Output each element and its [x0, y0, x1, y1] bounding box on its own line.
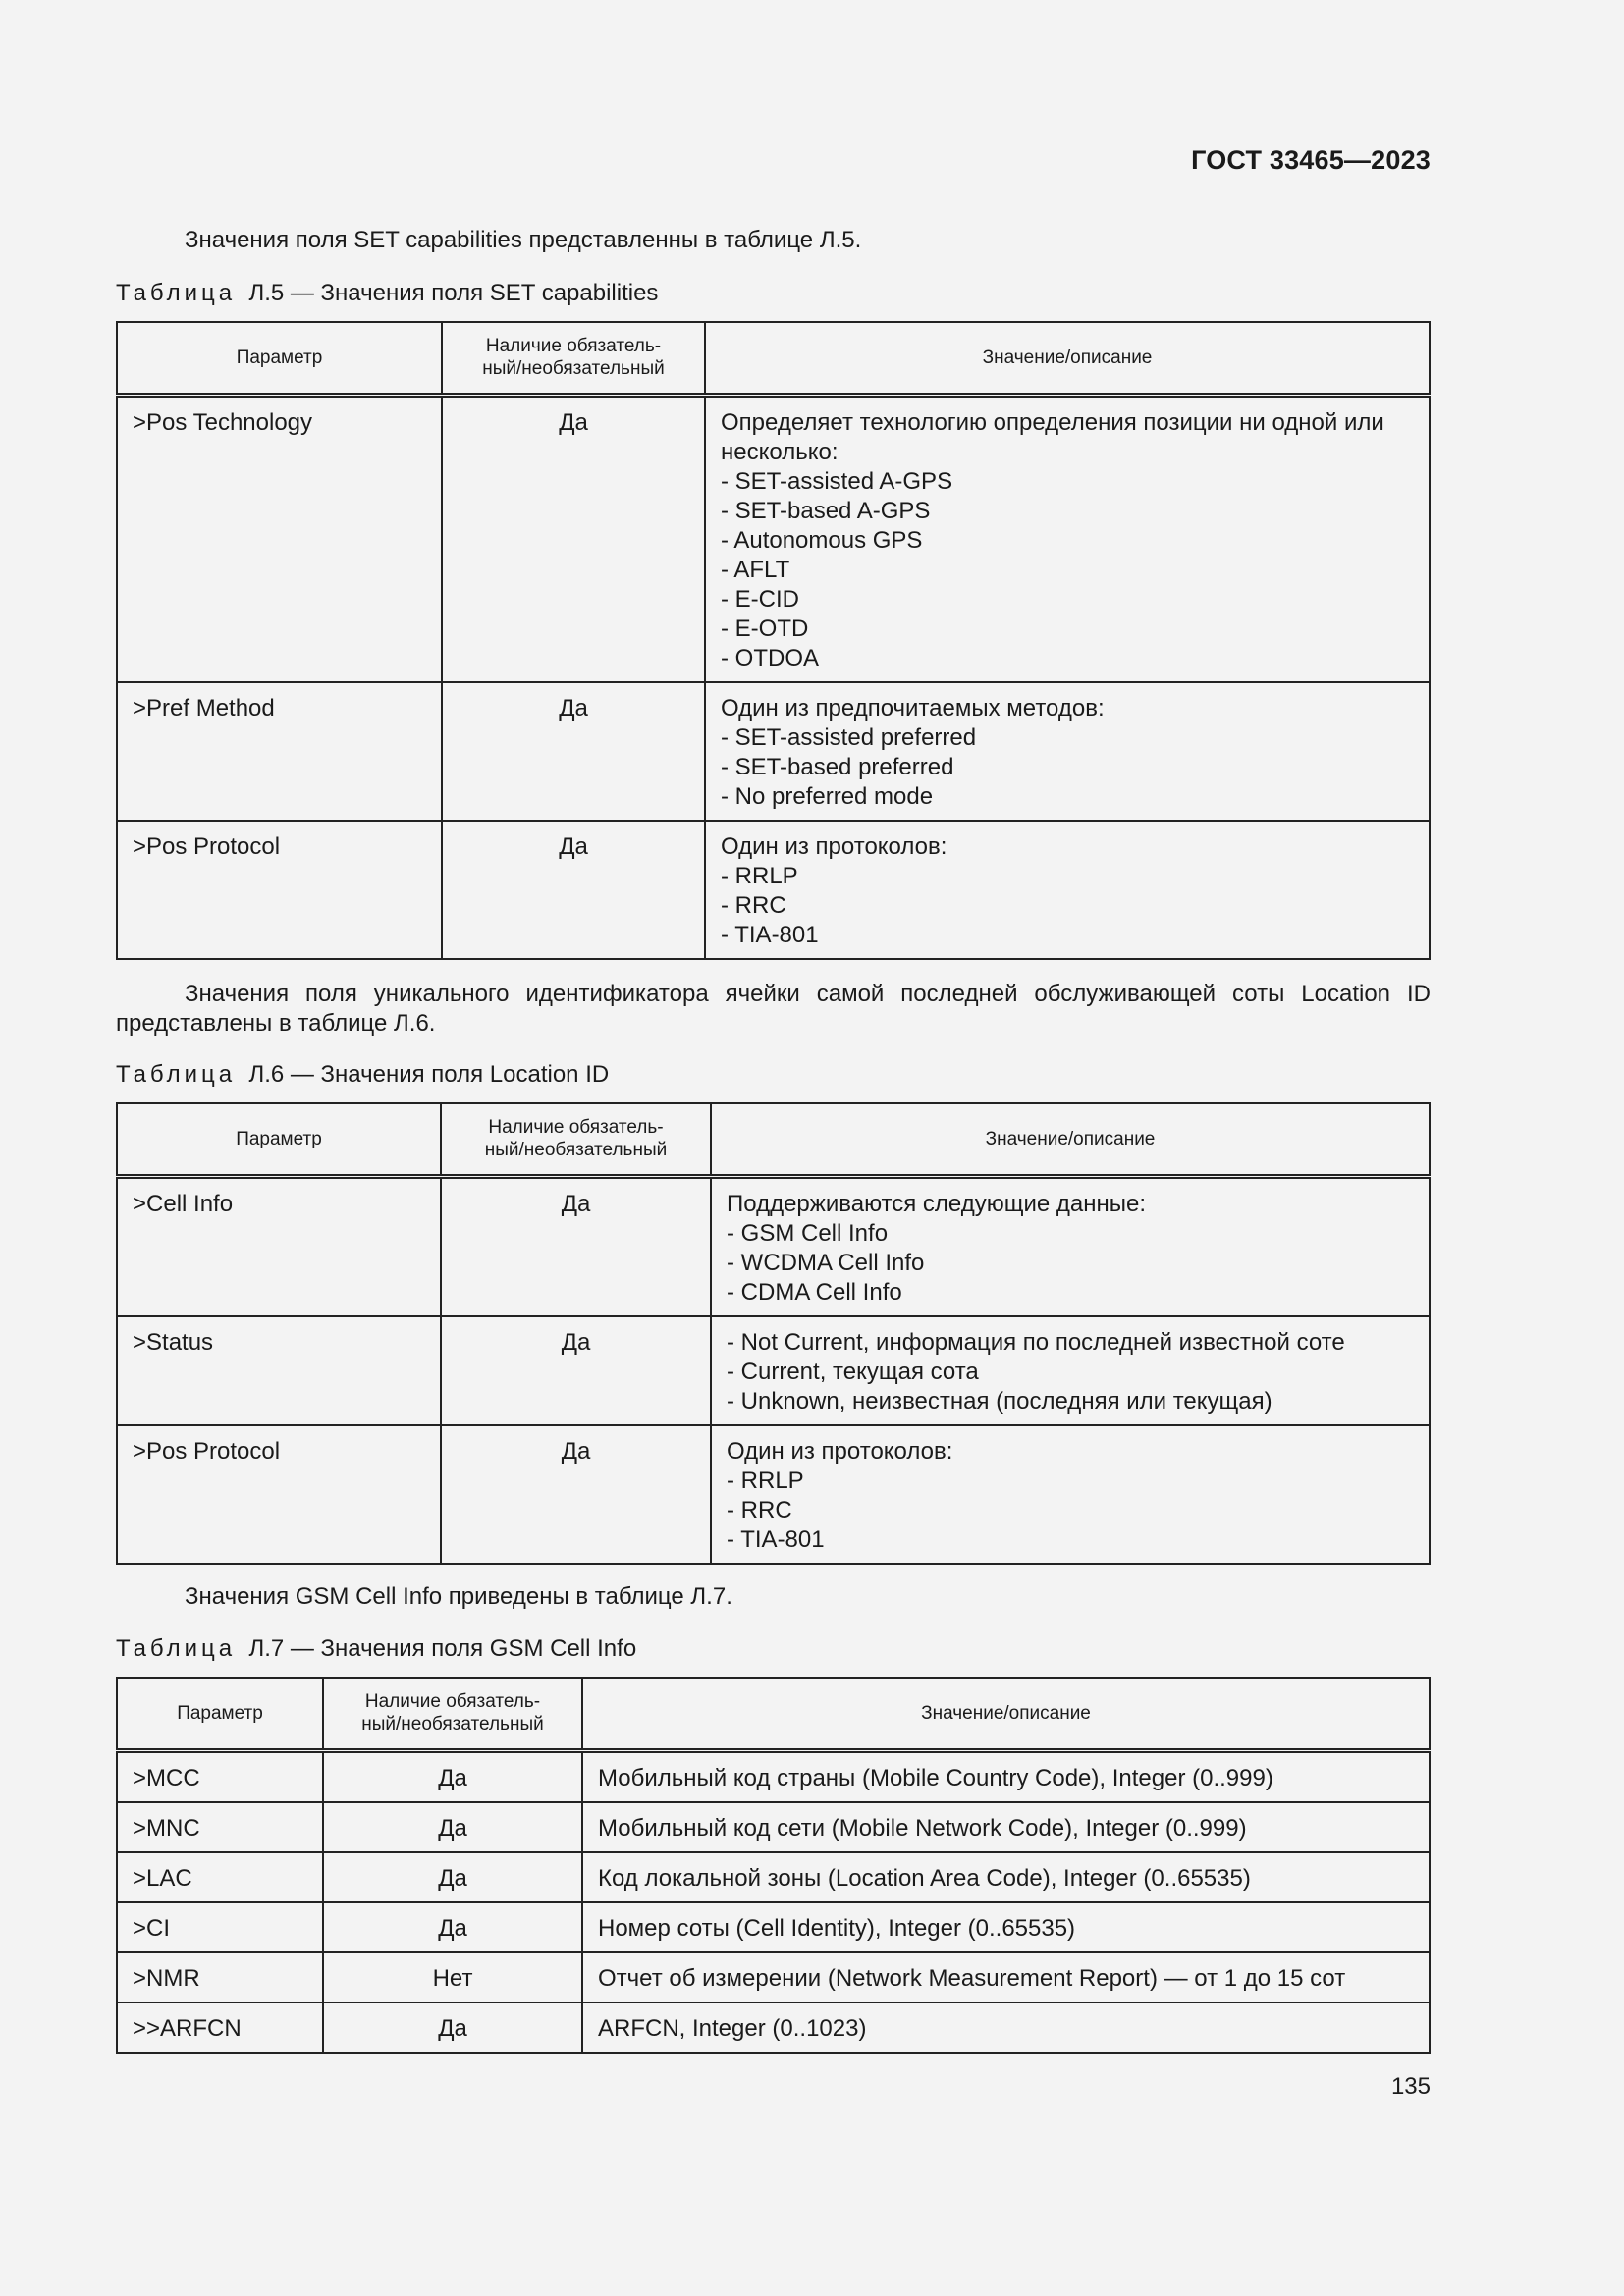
parameter-cell: >Pos Protocol: [117, 1425, 441, 1564]
table-5-caption-title: Л.5 — Значения поля SET capabilities: [248, 280, 659, 306]
table-row: [117, 395, 1430, 682]
intro-paragraph-3-text: Значения GSM Cell Info приведены в таблице Л.7.: [185, 1583, 732, 1610]
description-line: - Current, текущая сота: [727, 1358, 979, 1385]
description-cell: Мобильный код страны (Mobile Country Code), Integer (0..999): [582, 1750, 1430, 1802]
description-line: - WCDMA Cell Info: [727, 1249, 925, 1276]
table-row: [117, 1176, 1430, 1316]
description-line: Определяет технологию определения позиции ни одной или: [721, 408, 1384, 436]
description-cell: [711, 1316, 1430, 1425]
description-line: Один из протоколов:: [727, 1437, 953, 1465]
mandatory-cell: Да: [442, 682, 705, 821]
intro-paragraph-2: [116, 980, 1431, 1039]
column-header-mandatory: [441, 1103, 711, 1176]
column-header-mandatory-line-1: Наличие обязатель-: [488, 1117, 664, 1139]
table-5-header-row: [117, 322, 1430, 395]
parameter-cell: >LAC: [117, 1852, 323, 1902]
mandatory-cell: Да: [442, 821, 705, 959]
document-standard-id: ГОСТ 33465—2023: [1191, 145, 1431, 175]
description-line: Один из протоколов:: [721, 832, 947, 860]
page-number: 135: [1390, 2073, 1431, 2100]
description-cell: Код локальной зоны (Location Area Code), Integer (0..65535): [582, 1852, 1430, 1902]
description-line: - SET-based A-GPS: [721, 497, 931, 524]
description-line: - AFLT: [721, 556, 790, 583]
column-header-parameter: Параметр: [117, 1103, 441, 1176]
parameter-cell: >>ARFCN: [117, 2002, 323, 2053]
parameter-cell: >MNC: [117, 1802, 323, 1852]
table-6-caption: [116, 1060, 609, 1090]
table-5-caption-prefix: Таблица: [116, 280, 237, 306]
description-line: - E-CID: [721, 585, 799, 613]
table-7-caption-prefix: Таблица: [116, 1635, 237, 1662]
description-line: - E-OTD: [721, 614, 809, 642]
parameter-cell: >Cell Info: [117, 1176, 441, 1316]
table-row: [117, 1425, 1430, 1564]
table-row: [117, 1902, 1430, 1952]
column-header-mandatory-line-2: ный/необязательный: [361, 1714, 544, 1735]
description-line: - TIA-801: [721, 921, 819, 948]
column-header-description: Значение/описание: [711, 1103, 1430, 1176]
mandatory-cell: Да: [323, 1852, 582, 1902]
description-line: - SET-assisted A-GPS: [721, 467, 953, 495]
mandatory-cell: Да: [323, 1750, 582, 1802]
table-6-header-row: [117, 1103, 1430, 1176]
column-header-mandatory: [442, 322, 705, 395]
description-line: - No preferred mode: [721, 782, 934, 810]
column-header-description: Значение/описание: [582, 1678, 1430, 1750]
description-cell: Мобильный код сети (Mobile Network Code), Integer (0..999): [582, 1802, 1430, 1852]
column-header-parameter: Параметр: [117, 1678, 323, 1750]
column-header-parameter: Параметр: [117, 322, 442, 395]
intro-paragraph-1-text: Значения поля SET capabilities представленны в таблице Л.5.: [185, 227, 862, 253]
description-line: - RRC: [721, 891, 786, 919]
table-row: [117, 1750, 1430, 1802]
intro-paragraph-2-text: Значения поля уникального идентификатора ячейки самой последней обслуживающей соты Location ID представлены в таблице Л.6.: [116, 981, 1431, 1037]
description-line: - Unknown, неизвестная (последняя или текущая): [727, 1387, 1272, 1415]
mandatory-cell: Да: [323, 2002, 582, 2053]
description-line: Один из предпочитаемых методов:: [721, 694, 1105, 721]
table-row: [117, 1802, 1430, 1852]
column-header-description: Значение/описание: [705, 322, 1430, 395]
table-7-header-row: [117, 1678, 1430, 1750]
mandatory-cell: Да: [323, 1802, 582, 1852]
parameter-cell: >MCC: [117, 1750, 323, 1802]
parameter-cell: >Pos Protocol: [117, 821, 442, 959]
mandatory-cell: Да: [441, 1316, 711, 1425]
table-row: [117, 2002, 1430, 2053]
column-header-mandatory-line-1: Наличие обязатель-: [485, 336, 662, 357]
table-7: [116, 1677, 1431, 2054]
description-line: - CDMA Cell Info: [727, 1278, 902, 1306]
description-cell: [705, 821, 1430, 959]
parameter-cell: >Pos Technology: [117, 395, 442, 682]
column-header-mandatory-line-1: Наличие обязатель-: [364, 1691, 541, 1713]
mandatory-cell: Да: [441, 1425, 711, 1564]
column-header-mandatory-line-2: ный/необязательный: [482, 358, 665, 380]
description-line: Поддерживаются следующие данные:: [727, 1190, 1147, 1217]
description-cell: ARFCN, Integer (0..1023): [582, 2002, 1430, 2053]
parameter-cell: >Status: [117, 1316, 441, 1425]
table-7-caption-title: Л.7 — Значения поля GSM Cell Info: [248, 1635, 637, 1662]
column-header-mandatory-line-2: ный/необязательный: [484, 1140, 668, 1161]
table-5: [116, 321, 1431, 960]
parameter-cell: >NMR: [117, 1952, 323, 2002]
description-line: - SET-based preferred: [721, 753, 954, 780]
mandatory-cell: Да: [441, 1176, 711, 1316]
description-cell: Номер соты (Cell Identity), Integer (0..65535): [582, 1902, 1430, 1952]
intro-paragraph-1: [116, 226, 1431, 255]
intro-paragraph-3: [116, 1582, 1431, 1612]
description-cell: [711, 1176, 1430, 1316]
description-line: - RRLP: [721, 862, 798, 889]
description-cell: [711, 1425, 1430, 1564]
parameter-cell: >CI: [117, 1902, 323, 1952]
description-line: несколько:: [721, 438, 839, 465]
description-line: - GSM Cell Info: [727, 1219, 889, 1247]
table-row: [117, 1316, 1430, 1425]
description-cell: [705, 682, 1430, 821]
table-row: [117, 821, 1430, 959]
description-line: - SET-assisted preferred: [721, 723, 977, 751]
mandatory-cell: Да: [442, 395, 705, 682]
description-cell: Отчет об измерении (Network Measurement Report) — от 1 до 15 сот: [582, 1952, 1430, 2002]
table-row: [117, 1952, 1430, 2002]
table-6: [116, 1102, 1431, 1565]
description-cell: [705, 395, 1430, 682]
description-line: - OTDOA: [721, 644, 819, 671]
description-line: - RRLP: [727, 1467, 804, 1494]
table-6-caption-title: Л.6 — Значения поля Location ID: [248, 1061, 610, 1088]
table-7-caption: [116, 1634, 636, 1664]
description-line: - Autonomous GPS: [721, 526, 923, 554]
mandatory-cell: Нет: [323, 1952, 582, 2002]
table-6-caption-prefix: Таблица: [116, 1061, 237, 1088]
parameter-cell: >Pref Method: [117, 682, 442, 821]
table-5-caption: [116, 279, 658, 308]
column-header-mandatory: [323, 1678, 582, 1750]
mandatory-cell: Да: [323, 1902, 582, 1952]
table-row: [117, 682, 1430, 821]
table-row: [117, 1852, 1430, 1902]
description-line: - TIA-801: [727, 1525, 825, 1553]
description-line: - Not Current, информация по последней известной соте: [727, 1328, 1345, 1356]
description-line: - RRC: [727, 1496, 792, 1523]
